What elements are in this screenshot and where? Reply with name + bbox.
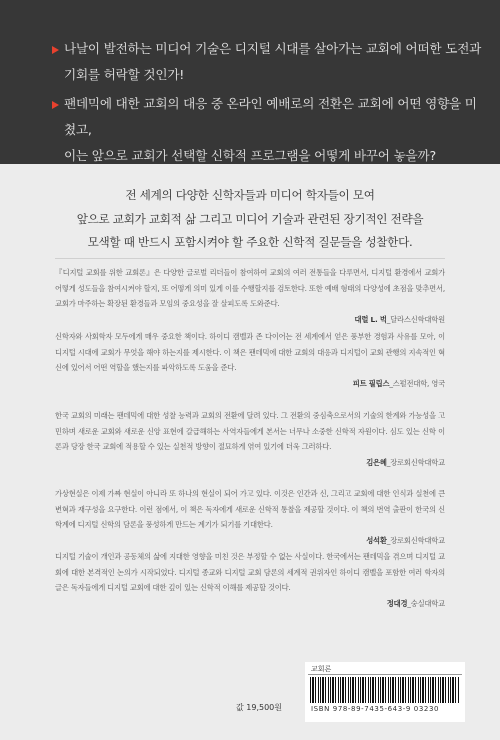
review-byline bbox=[55, 312, 445, 328]
reviewer-affiliation: _장로회신학대학교 bbox=[386, 457, 445, 467]
reviewer-name: 피트 필립스 bbox=[352, 378, 390, 388]
question-2 bbox=[64, 91, 484, 169]
price: 값 19,500원 bbox=[236, 703, 282, 712]
reviewer-affiliation: _숭실대학교 bbox=[407, 598, 445, 608]
question-1-line-1: 나날이 발전하는 미디어 기술은 디지털 시대를 살아가는 교회에 어떠한 도전과 bbox=[64, 41, 482, 56]
reviewer-name: 대럴 L. 벅 bbox=[354, 314, 387, 324]
review-byline bbox=[55, 596, 445, 612]
review-text: 신학자와 사회학자 모두에게 매우 중요한 책이다. 하이디 캠벨과 존 다이어는 전 세계에서 얻은 풍부한 경험과 사유를 모아, 이 디지털 시대에 교회가 무엇을 해야 하는지를 제시한다. 이 책은 팬데믹에 대한 교회의 대응과 디지털이 교회 관행의 지속적인 혁신에 있어서 어떤 역할을 했는지를 파악하도록 도움을 준다. bbox=[55, 332, 445, 373]
reviewer-affiliation: _장로회신학대학교 bbox=[386, 535, 445, 545]
question-1-line-2: 기회를 허락할 것인가! bbox=[64, 67, 185, 82]
triangle-bullet-icon bbox=[52, 46, 59, 54]
review-text: 『디지털 교회를 위한 교회론』은 다양한 글로벌 리더들이 참여하여 교회의 여러 전통들을 다루면서, 디지털 환경에서 교회가 어떻게 성도들을 참여시켜야 할지, 또 어떻게 의미 있게 이를 수행할지를 검토한다. 또한 예배 형태의 다양성에 초점을 맞추면서, 교회가 마주하는 확장된 환경들과 모임의 중요성을 잘 살피도록 도와준다. bbox=[55, 268, 445, 309]
divider bbox=[55, 258, 445, 259]
review-5 bbox=[55, 549, 445, 612]
question-1 bbox=[64, 36, 484, 88]
review-4 bbox=[55, 486, 445, 549]
review-3 bbox=[55, 408, 445, 471]
review-byline bbox=[55, 376, 445, 392]
review-byline bbox=[55, 455, 445, 471]
barcode-separator bbox=[308, 674, 462, 675]
triangle-bullet-icon bbox=[52, 101, 59, 109]
tagline-line-1: 전 세계의 다양한 신학자들과 미디어 학자들이 모여 bbox=[125, 188, 375, 202]
reviewer-affiliation: _스펄전대학, 영국 bbox=[389, 378, 445, 388]
review-text: 한국 교회의 미래는 팬데믹에 대한 성찰 능력과 교회의 전환에 달려 있다. 그 전환의 중심축으로서의 기술의 한계와 가능성을 고민하며 새로운 교회와 새로운 신앙 표현에 갈급해하는 사역자들에게 본서는 너무나 소중한 신학적 자원이다. 심도 있는 신학 이론과 당장 한국 교회에 적용할 수 있는 실천적 방향이 절묘하게 엮여 있기에 더욱 그러하다. bbox=[55, 411, 445, 452]
reviewer-name: 정대경 bbox=[386, 598, 408, 608]
tagline-line-2: 앞으로 교회가 교회적 삶 그리고 미디어 기술과 관련된 장기적인 전략을 bbox=[76, 211, 424, 226]
review-text: 디지털 기술이 개인과 공동체의 삶에 지대한 영향을 미친 것은 부정할 수 없는 사실이다. 한국에서는 팬데믹을 겪으며 디지털 교회에 대한 본격적인 논의가 시작되었다. 디지털 종교와 디지털 교회 담론의 세계적 권위자인 하이디 캠벨을 포함한 여러 학자의 글은 독자들에게 디지털 교회에 대한 깊이 있는 신학적 이해를 제공할 것이다. bbox=[55, 552, 445, 593]
reviewer-name: 성석환 bbox=[366, 535, 387, 545]
review-text: 가상현실은 이제 가짜 현실이 아니라 또 하나의 현실이 되어 가고 있다. 이것은 인간과 신, 그리고 교회에 대한 인식과 실천에 큰 변혁과 재구성을 요구한다. 이런 점에서, 이 책은 독자에게 새로운 신학적 통찰을 제공할 것이다. 이 책의 번역 출판이 한국의 신학계에 디지털 신학의 담론을 풍성하게 만드는 계기가 되기를 기대한다. bbox=[55, 489, 445, 530]
review-1 bbox=[55, 265, 445, 328]
barcode-icon bbox=[310, 677, 460, 703]
question-2-line-1: 팬데믹에 대한 교회의 대응 중 온라인 예배로의 전환은 교회에 어떤 영향을 미쳤고, bbox=[64, 96, 477, 137]
barcode-category: 교회론 bbox=[311, 665, 332, 673]
review-byline bbox=[55, 533, 445, 549]
review-2 bbox=[55, 329, 445, 392]
question-2-line-2: 이는 앞으로 교회가 선택할 신학적 프로그램을 어떻게 바꾸어 놓을까? bbox=[64, 148, 436, 163]
reviewer-affiliation: _달라스신학대학원 bbox=[386, 314, 445, 324]
tagline bbox=[60, 184, 440, 255]
tagline-line-3: 모색할 때 반드시 포함시켜야 할 주요한 신학적 질문들을 성찰한다. bbox=[87, 235, 413, 249]
isbn-number: ISBN 978-89-7435-643-9 03230 bbox=[311, 705, 440, 713]
reviewer-name: 김은혜 bbox=[366, 457, 387, 467]
